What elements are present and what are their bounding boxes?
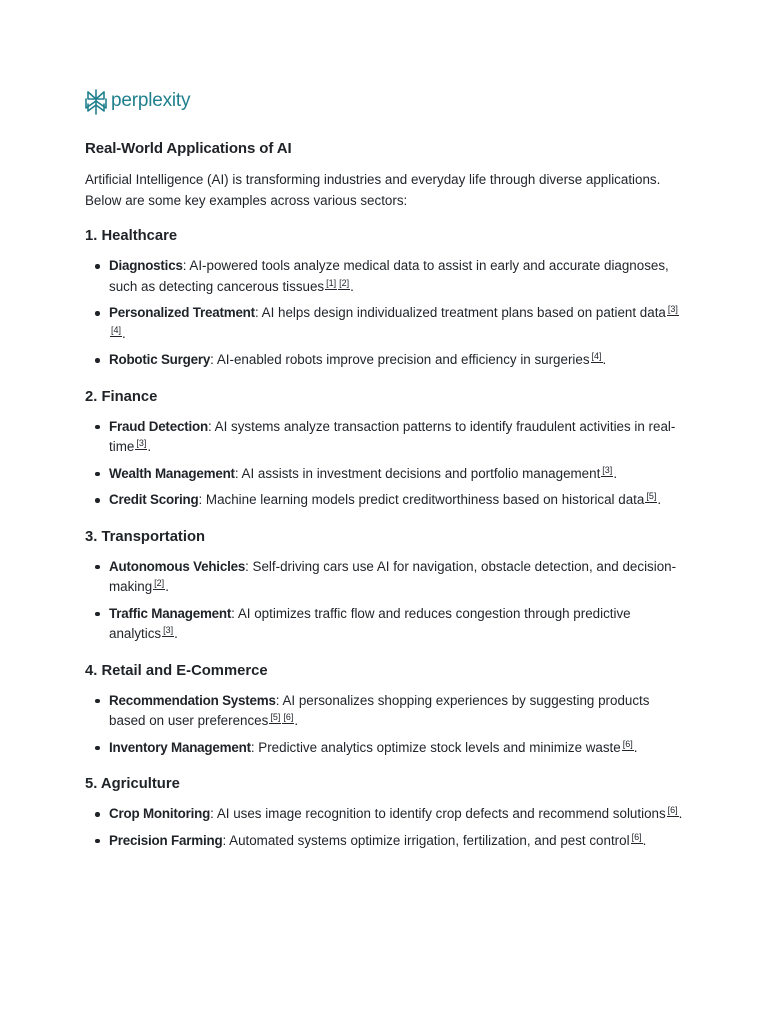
- section-heading: 1. Healthcare: [85, 228, 178, 244]
- citation-link[interactable]: [6]: [622, 738, 633, 749]
- item-end: .: [657, 492, 662, 507]
- item-end: .: [633, 739, 638, 755]
- list-item: [109, 490, 685, 511]
- item-term: Wealth Management: [109, 465, 235, 481]
- section-heading: 2. Finance: [85, 388, 158, 405]
- citation-link[interactable]: [2]: [339, 277, 350, 288]
- item-end: .: [147, 439, 152, 454]
- list-item: [109, 464, 685, 485]
- citation-link[interactable]: [5]: [270, 712, 281, 722]
- item-end: .: [642, 832, 647, 848]
- item-text: : AI helps design individualized treatment plans based on patient data: [254, 305, 666, 320]
- document: [85, 88, 685, 857]
- citation-link[interactable]: [4]: [591, 351, 602, 361]
- bullet-list: [85, 256, 685, 371]
- citation-link[interactable]: [5]: [646, 491, 657, 501]
- citation-link[interactable]: [6]: [283, 712, 294, 722]
- item-text: : AI optimizes traffic flow and reduces congestion through predictive analytics: [109, 605, 631, 641]
- item-text: : AI systems analyze transaction patterns to identify fraudulent activities in real-time: [109, 418, 676, 454]
- perplexity-logo-icon: [85, 89, 107, 115]
- item-end: .: [165, 579, 169, 594]
- item-term: Precision Farming: [109, 832, 223, 848]
- list-item: [109, 604, 685, 645]
- item-term: Traffic Management: [109, 605, 232, 621]
- section-heading: 3. Transportation: [85, 528, 206, 545]
- list-item: [109, 831, 685, 852]
- section-heading: 4. Retail and E-Commerce: [85, 662, 268, 679]
- citation-link[interactable]: [4]: [111, 324, 122, 335]
- bullet-list: [85, 417, 685, 511]
- item-text: : AI assists in investment decisions and portfolio management: [234, 465, 601, 481]
- item-term: Fraud Detection: [109, 418, 208, 434]
- citation-link[interactable]: [3]: [136, 438, 147, 448]
- item-term: Crop Monitoring: [109, 806, 211, 821]
- list-item: [109, 738, 685, 759]
- item-end: .: [602, 352, 607, 367]
- item-term: Inventory Management: [109, 739, 251, 755]
- bullet-list: [85, 557, 685, 645]
- item-text: : AI personalizes shopping experiences by suggesting products based on user preferences: [109, 692, 650, 728]
- list-item: [109, 256, 685, 297]
- item-end: .: [174, 626, 178, 641]
- citation-link[interactable]: [6]: [631, 831, 642, 842]
- list-item: [109, 804, 685, 825]
- item-term: Credit Scoring: [109, 492, 199, 507]
- item-end: .: [613, 465, 618, 481]
- bullet-list: [85, 691, 685, 759]
- item-term: Autonomous Vehicles: [109, 558, 246, 574]
- item-term: Diagnostics: [109, 258, 183, 273]
- bullet-list: [85, 804, 685, 851]
- citation-link[interactable]: [3]: [602, 464, 613, 475]
- citation-link[interactable]: [6]: [667, 805, 678, 815]
- item-end: .: [294, 713, 299, 728]
- citation-link[interactable]: [1]: [326, 277, 337, 288]
- citation-link[interactable]: [3]: [163, 625, 174, 635]
- list-item: [109, 350, 685, 371]
- item-text: : Automated systems optimize irrigation, fertilization, and pest control: [222, 832, 630, 848]
- item-text: : AI-powered tools analyze medical data to assist in early and accurate diagnoses, such as detecting cancerous tissues: [109, 258, 669, 294]
- item-term: Robotic Surgery: [109, 352, 211, 367]
- list-item: [109, 691, 685, 732]
- item-text: : Predictive analytics optimize stock levels and minimize waste: [250, 739, 621, 755]
- item-end: .: [122, 325, 126, 341]
- brand-logo: [85, 88, 685, 116]
- brand-name: perplexity: [111, 90, 191, 111]
- page-title: Real-World Applications of AI: [85, 140, 292, 157]
- sections-container: [85, 226, 685, 851]
- section-heading: 5. Agriculture: [85, 776, 180, 792]
- list-item: [109, 557, 685, 598]
- list-item: [109, 417, 685, 458]
- item-text: : AI-enabled robots improve precision and efficiency in surgeries: [210, 352, 590, 367]
- citation-link[interactable]: [2]: [154, 578, 165, 588]
- item-text: : Machine learning models predict creditworthiness based on historical data: [198, 492, 645, 507]
- item-term: Personalized Treatment: [109, 305, 255, 320]
- item-text: : AI uses image recognition to identify crop defects and recommend solutions: [210, 806, 666, 821]
- intro-paragraph: Artificial Intelligence (AI) is transforming industries and everyday life through diverse applications. Below are some key examples across various sectors:: [85, 172, 661, 208]
- item-end: .: [350, 278, 354, 294]
- item-term: Recommendation Systems: [109, 692, 276, 708]
- list-item: [109, 303, 685, 344]
- citation-link[interactable]: [3]: [667, 304, 678, 314]
- item-text: : Self-driving cars use AI for navigation, obstacle detection, and decision-making: [109, 558, 677, 594]
- item-end: .: [678, 806, 683, 821]
